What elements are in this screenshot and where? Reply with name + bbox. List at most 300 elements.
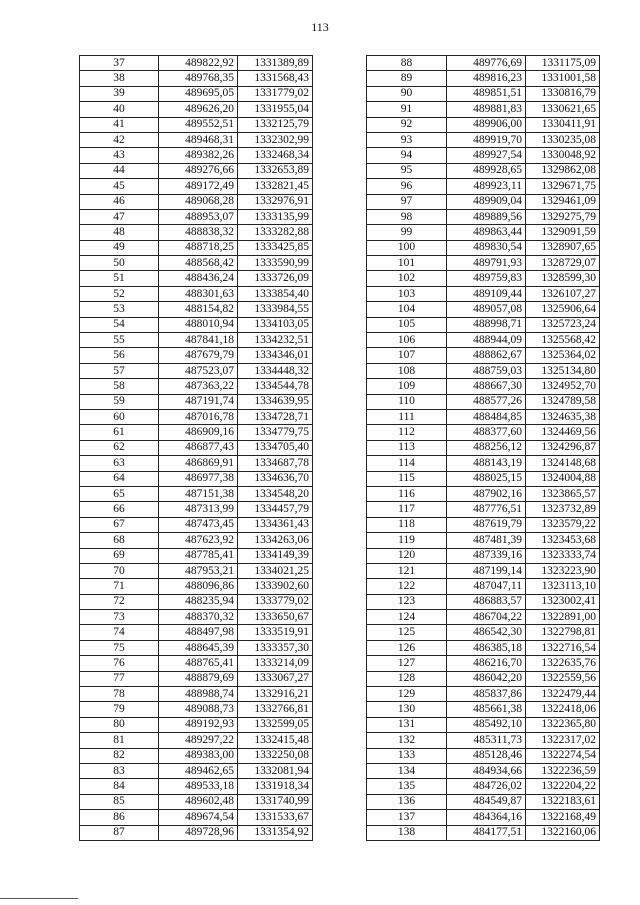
x-coordinate-cell: 485837,86 (447, 687, 526, 702)
table-row (80, 702, 313, 717)
y-coordinate-cell: 1325134,80 (526, 363, 600, 378)
y-coordinate-cell: 1325723,24 (526, 317, 600, 332)
x-coordinate-cell: 488718,25 (159, 240, 238, 255)
table-row (80, 209, 313, 224)
table-row (80, 148, 313, 163)
y-coordinate-cell: 1324952,70 (526, 379, 600, 394)
point-number-cell: 125 (367, 625, 447, 640)
table-row (80, 733, 313, 748)
table-row (367, 717, 600, 732)
y-coordinate-cell: 1332250,08 (238, 748, 313, 763)
table-row (367, 56, 600, 71)
x-coordinate-cell: 488667,30 (447, 379, 526, 394)
y-coordinate-cell: 1330235,08 (526, 132, 600, 147)
point-number-cell: 95 (367, 163, 447, 178)
point-number-cell: 108 (367, 363, 447, 378)
point-number-cell: 88 (367, 56, 447, 71)
y-coordinate-cell: 1334636,70 (238, 471, 313, 486)
table-row (80, 548, 313, 563)
point-number-cell: 60 (80, 409, 159, 424)
y-coordinate-cell: 1328599,30 (526, 271, 600, 286)
y-coordinate-cell: 1333135,99 (238, 209, 313, 224)
point-number-cell: 56 (80, 348, 159, 363)
table-row (367, 810, 600, 825)
y-coordinate-cell: 1334548,20 (238, 486, 313, 501)
x-coordinate-cell: 489468,31 (159, 132, 238, 147)
x-coordinate-cell: 488025,15 (447, 471, 526, 486)
table-row (367, 86, 600, 101)
coordinates-table-left (79, 55, 313, 841)
x-coordinate-cell: 487199,14 (447, 563, 526, 578)
point-number-cell: 131 (367, 717, 447, 732)
y-coordinate-cell: 1329461,09 (526, 194, 600, 209)
table-row (367, 825, 600, 840)
y-coordinate-cell: 1333214,09 (238, 656, 313, 671)
x-coordinate-cell: 489928,65 (447, 163, 526, 178)
point-number-cell: 75 (80, 640, 159, 655)
table-row (80, 286, 313, 301)
y-coordinate-cell: 1333425,85 (238, 240, 313, 255)
x-coordinate-cell: 487151,38 (159, 486, 238, 501)
point-number-cell: 51 (80, 271, 159, 286)
table-row (367, 625, 600, 640)
table-row (80, 687, 313, 702)
table-row (367, 163, 600, 178)
table-row (367, 486, 600, 501)
table-row (367, 102, 600, 117)
point-number-cell: 61 (80, 425, 159, 440)
y-coordinate-cell: 1322891,00 (526, 610, 600, 625)
point-number-cell: 68 (80, 533, 159, 548)
y-coordinate-cell: 1328729,07 (526, 256, 600, 271)
table-row (367, 363, 600, 378)
point-number-cell: 65 (80, 486, 159, 501)
y-coordinate-cell: 1334021,25 (238, 563, 313, 578)
x-coordinate-cell: 485311,73 (447, 733, 526, 748)
point-number-cell: 50 (80, 256, 159, 271)
point-number-cell: 54 (80, 317, 159, 332)
x-coordinate-cell: 487481,39 (447, 533, 526, 548)
y-coordinate-cell: 1324635,38 (526, 409, 600, 424)
point-number-cell: 104 (367, 302, 447, 317)
table-row (367, 179, 600, 194)
x-coordinate-cell: 486216,70 (447, 656, 526, 671)
y-coordinate-cell: 1332916,21 (238, 687, 313, 702)
x-coordinate-cell: 488154,82 (159, 302, 238, 317)
x-coordinate-cell: 488838,32 (159, 225, 238, 240)
y-coordinate-cell: 1333902,60 (238, 579, 313, 594)
y-coordinate-cell: 1322317,02 (526, 733, 600, 748)
point-number-cell: 72 (80, 594, 159, 609)
y-coordinate-cell: 1331175,09 (526, 56, 600, 71)
y-coordinate-cell: 1334779,75 (238, 425, 313, 440)
point-number-cell: 110 (367, 394, 447, 409)
point-number-cell: 119 (367, 533, 447, 548)
point-number-cell: 83 (80, 763, 159, 778)
x-coordinate-cell: 484549,87 (447, 794, 526, 809)
point-number-cell: 38 (80, 71, 159, 86)
y-coordinate-cell: 1323223,90 (526, 563, 600, 578)
table-row (80, 456, 313, 471)
point-number-cell: 59 (80, 394, 159, 409)
point-number-cell: 76 (80, 656, 159, 671)
y-coordinate-cell: 1323732,89 (526, 502, 600, 517)
x-coordinate-cell: 487623,92 (159, 533, 238, 548)
point-number-cell: 40 (80, 102, 159, 117)
y-coordinate-cell: 1334149,39 (238, 548, 313, 563)
x-coordinate-cell: 487191,74 (159, 394, 238, 409)
y-coordinate-cell: 1332766,81 (238, 702, 313, 717)
table-row (80, 794, 313, 809)
point-number-cell: 123 (367, 594, 447, 609)
table-row (80, 271, 313, 286)
point-number-cell: 81 (80, 733, 159, 748)
table-row (80, 379, 313, 394)
point-number-cell: 86 (80, 810, 159, 825)
table-row (367, 317, 600, 332)
table-row (80, 748, 313, 763)
table-row (367, 409, 600, 424)
x-coordinate-cell: 488301,63 (159, 286, 238, 301)
y-coordinate-cell: 1322418,06 (526, 702, 600, 717)
table-row (80, 579, 313, 594)
y-coordinate-cell: 1331955,04 (238, 102, 313, 117)
x-coordinate-cell: 489776,69 (447, 56, 526, 71)
x-coordinate-cell: 485661,38 (447, 702, 526, 717)
table-row (80, 440, 313, 455)
table-row (367, 209, 600, 224)
table-row (367, 117, 600, 132)
y-coordinate-cell: 1325568,42 (526, 333, 600, 348)
y-coordinate-cell: 1333779,02 (238, 594, 313, 609)
point-number-cell: 99 (367, 225, 447, 240)
point-number-cell: 121 (367, 563, 447, 578)
table-row (80, 594, 313, 609)
x-coordinate-cell: 484177,51 (447, 825, 526, 840)
x-coordinate-cell: 488096,86 (159, 579, 238, 594)
table-row (80, 671, 313, 686)
table-row (80, 409, 313, 424)
point-number-cell: 79 (80, 702, 159, 717)
point-number-cell: 57 (80, 363, 159, 378)
y-coordinate-cell: 1325364,02 (526, 348, 600, 363)
point-number-cell: 137 (367, 810, 447, 825)
y-coordinate-cell: 1322204,22 (526, 779, 600, 794)
x-coordinate-cell: 488010,94 (159, 317, 238, 332)
y-coordinate-cell: 1324004,88 (526, 471, 600, 486)
y-coordinate-cell: 1322160,06 (526, 825, 600, 840)
x-coordinate-cell: 488484,85 (447, 409, 526, 424)
point-number-cell: 71 (80, 579, 159, 594)
y-coordinate-cell: 1323865,57 (526, 486, 600, 501)
table-row (367, 425, 600, 440)
point-number-cell: 102 (367, 271, 447, 286)
table-row (80, 102, 313, 117)
x-coordinate-cell: 484934,66 (447, 763, 526, 778)
point-number-cell: 63 (80, 456, 159, 471)
point-number-cell: 42 (80, 132, 159, 147)
table-row (367, 517, 600, 532)
table-row (80, 763, 313, 778)
x-coordinate-cell: 489822,92 (159, 56, 238, 71)
table-row (80, 179, 313, 194)
y-coordinate-cell: 1322274,54 (526, 748, 600, 763)
y-coordinate-cell: 1334728,71 (238, 409, 313, 424)
y-coordinate-cell: 1330048,92 (526, 148, 600, 163)
y-coordinate-cell: 1333984,55 (238, 302, 313, 317)
y-coordinate-cell: 1330621,65 (526, 102, 600, 117)
x-coordinate-cell: 489791,93 (447, 256, 526, 271)
point-number-cell: 107 (367, 348, 447, 363)
x-coordinate-cell: 487339,16 (447, 548, 526, 563)
point-number-cell: 70 (80, 563, 159, 578)
x-coordinate-cell: 488944,09 (447, 333, 526, 348)
x-coordinate-cell: 489927,54 (447, 148, 526, 163)
y-coordinate-cell: 1324148,68 (526, 456, 600, 471)
point-number-cell: 89 (367, 71, 447, 86)
table-row (80, 517, 313, 532)
point-number-cell: 85 (80, 794, 159, 809)
table-row (367, 240, 600, 255)
x-coordinate-cell: 488953,07 (159, 209, 238, 224)
point-number-cell: 48 (80, 225, 159, 240)
x-coordinate-cell: 487047,11 (447, 579, 526, 594)
point-number-cell: 111 (367, 409, 447, 424)
x-coordinate-cell: 484364,16 (447, 810, 526, 825)
point-number-cell: 47 (80, 209, 159, 224)
point-number-cell: 90 (367, 86, 447, 101)
y-coordinate-cell: 1334232,51 (238, 333, 313, 348)
x-coordinate-cell: 488879,69 (159, 671, 238, 686)
y-coordinate-cell: 1322168,49 (526, 810, 600, 825)
table-row (367, 779, 600, 794)
y-coordinate-cell: 1323113,10 (526, 579, 600, 594)
y-coordinate-cell: 1332125,79 (238, 117, 313, 132)
point-number-cell: 58 (80, 379, 159, 394)
x-coordinate-cell: 489533,18 (159, 779, 238, 794)
table-row (367, 594, 600, 609)
point-number-cell: 94 (367, 148, 447, 163)
point-number-cell: 37 (80, 56, 159, 71)
point-number-cell: 130 (367, 702, 447, 717)
table-row (367, 671, 600, 686)
y-coordinate-cell: 1322798,81 (526, 625, 600, 640)
table-row (367, 271, 600, 286)
y-coordinate-cell: 1334346,01 (238, 348, 313, 363)
table-row (80, 533, 313, 548)
point-number-cell: 39 (80, 86, 159, 101)
table-row (367, 225, 600, 240)
point-number-cell: 120 (367, 548, 447, 563)
table-row (80, 163, 313, 178)
x-coordinate-cell: 486042,20 (447, 671, 526, 686)
point-number-cell: 87 (80, 825, 159, 840)
point-number-cell: 52 (80, 286, 159, 301)
x-coordinate-cell: 487523,07 (159, 363, 238, 378)
point-number-cell: 41 (80, 117, 159, 132)
point-number-cell: 103 (367, 286, 447, 301)
x-coordinate-cell: 489728,96 (159, 825, 238, 840)
x-coordinate-cell: 488370,32 (159, 610, 238, 625)
x-coordinate-cell: 487016,78 (159, 409, 238, 424)
y-coordinate-cell: 1332821,45 (238, 179, 313, 194)
point-number-cell: 133 (367, 748, 447, 763)
x-coordinate-cell: 489889,56 (447, 209, 526, 224)
y-coordinate-cell: 1331568,43 (238, 71, 313, 86)
y-coordinate-cell: 1331918,34 (238, 779, 313, 794)
table-row (80, 779, 313, 794)
y-coordinate-cell: 1331740,99 (238, 794, 313, 809)
x-coordinate-cell: 489382,26 (159, 148, 238, 163)
x-coordinate-cell: 487619,79 (447, 517, 526, 532)
footnote-rule (0, 898, 78, 899)
x-coordinate-cell: 487313,99 (159, 502, 238, 517)
table-row (80, 225, 313, 240)
point-number-cell: 46 (80, 194, 159, 209)
point-number-cell: 135 (367, 779, 447, 794)
table-row (367, 348, 600, 363)
point-number-cell: 126 (367, 640, 447, 655)
table-row (367, 286, 600, 301)
y-coordinate-cell: 1331779,02 (238, 86, 313, 101)
y-coordinate-cell: 1323333,74 (526, 548, 600, 563)
x-coordinate-cell: 489759,83 (447, 271, 526, 286)
y-coordinate-cell: 1322559,56 (526, 671, 600, 686)
table-row (367, 379, 600, 394)
x-coordinate-cell: 488988,74 (159, 687, 238, 702)
table-row (367, 333, 600, 348)
table-row (80, 394, 313, 409)
table-row (80, 563, 313, 578)
x-coordinate-cell: 489552,51 (159, 117, 238, 132)
x-coordinate-cell: 489881,83 (447, 102, 526, 117)
table-row (367, 502, 600, 517)
point-number-cell: 64 (80, 471, 159, 486)
table-row (367, 687, 600, 702)
x-coordinate-cell: 489909,04 (447, 194, 526, 209)
y-coordinate-cell: 1322365,80 (526, 717, 600, 732)
y-coordinate-cell: 1333650,67 (238, 610, 313, 625)
table-row (367, 471, 600, 486)
y-coordinate-cell: 1329862,08 (526, 163, 600, 178)
table-row (367, 763, 600, 778)
y-coordinate-cell: 1324469,56 (526, 425, 600, 440)
y-coordinate-cell: 1333519,91 (238, 625, 313, 640)
table-row (80, 486, 313, 501)
x-coordinate-cell: 488759,03 (447, 363, 526, 378)
x-coordinate-cell: 488862,67 (447, 348, 526, 363)
point-number-cell: 118 (367, 517, 447, 532)
y-coordinate-cell: 1332468,34 (238, 148, 313, 163)
x-coordinate-cell: 489383,00 (159, 748, 238, 763)
y-coordinate-cell: 1334687,78 (238, 456, 313, 471)
y-coordinate-cell: 1322236,59 (526, 763, 600, 778)
point-number-cell: 91 (367, 102, 447, 117)
table-row (367, 610, 600, 625)
y-coordinate-cell: 1332976,91 (238, 194, 313, 209)
table-row (367, 148, 600, 163)
table-row (80, 348, 313, 363)
y-coordinate-cell: 1333726,09 (238, 271, 313, 286)
point-number-cell: 134 (367, 763, 447, 778)
y-coordinate-cell: 1323453,68 (526, 533, 600, 548)
point-number-cell: 138 (367, 825, 447, 840)
y-coordinate-cell: 1334103,05 (238, 317, 313, 332)
point-number-cell: 136 (367, 794, 447, 809)
y-coordinate-cell: 1330816,79 (526, 86, 600, 101)
x-coordinate-cell: 488235,94 (159, 594, 238, 609)
point-number-cell: 62 (80, 440, 159, 455)
table-row (367, 256, 600, 271)
table-row (80, 117, 313, 132)
x-coordinate-cell: 486883,57 (447, 594, 526, 609)
table-row (80, 56, 313, 71)
table-row (367, 194, 600, 209)
point-number-cell: 80 (80, 717, 159, 732)
point-number-cell: 101 (367, 256, 447, 271)
y-coordinate-cell: 1333357,30 (238, 640, 313, 655)
table-row (367, 132, 600, 147)
table-row (367, 71, 600, 86)
x-coordinate-cell: 487363,22 (159, 379, 238, 394)
x-coordinate-cell: 489297,22 (159, 733, 238, 748)
y-coordinate-cell: 1333854,40 (238, 286, 313, 301)
y-coordinate-cell: 1324789,58 (526, 394, 600, 409)
table-row (80, 240, 313, 255)
y-coordinate-cell: 1334361,43 (238, 517, 313, 532)
x-coordinate-cell: 486385,18 (447, 640, 526, 655)
x-coordinate-cell: 488765,41 (159, 656, 238, 671)
y-coordinate-cell: 1334457,79 (238, 502, 313, 517)
point-number-cell: 93 (367, 132, 447, 147)
x-coordinate-cell: 487841,18 (159, 333, 238, 348)
point-number-cell: 78 (80, 687, 159, 702)
y-coordinate-cell: 1324296,87 (526, 440, 600, 455)
point-number-cell: 124 (367, 610, 447, 625)
y-coordinate-cell: 1334448,32 (238, 363, 313, 378)
point-number-cell: 109 (367, 379, 447, 394)
point-number-cell: 55 (80, 333, 159, 348)
y-coordinate-cell: 1334544,78 (238, 379, 313, 394)
table-row (80, 317, 313, 332)
table-row (367, 702, 600, 717)
point-number-cell: 97 (367, 194, 447, 209)
table-row (80, 610, 313, 625)
table-row (80, 656, 313, 671)
table-row (367, 733, 600, 748)
y-coordinate-cell: 1333590,99 (238, 256, 313, 271)
point-number-cell: 66 (80, 502, 159, 517)
point-number-cell: 98 (367, 209, 447, 224)
x-coordinate-cell: 487785,41 (159, 548, 238, 563)
x-coordinate-cell: 487679,79 (159, 348, 238, 363)
point-number-cell: 96 (367, 179, 447, 194)
table-row (367, 579, 600, 594)
y-coordinate-cell: 1331354,92 (238, 825, 313, 840)
point-number-cell: 67 (80, 517, 159, 532)
table-row (80, 132, 313, 147)
x-coordinate-cell: 488377,60 (447, 425, 526, 440)
point-number-cell: 44 (80, 163, 159, 178)
point-number-cell: 128 (367, 671, 447, 686)
x-coordinate-cell: 489172,49 (159, 179, 238, 194)
point-number-cell: 129 (367, 687, 447, 702)
point-number-cell: 84 (80, 779, 159, 794)
y-coordinate-cell: 1331001,58 (526, 71, 600, 86)
x-coordinate-cell: 488577,26 (447, 394, 526, 409)
table-row (80, 640, 313, 655)
table-row (367, 302, 600, 317)
